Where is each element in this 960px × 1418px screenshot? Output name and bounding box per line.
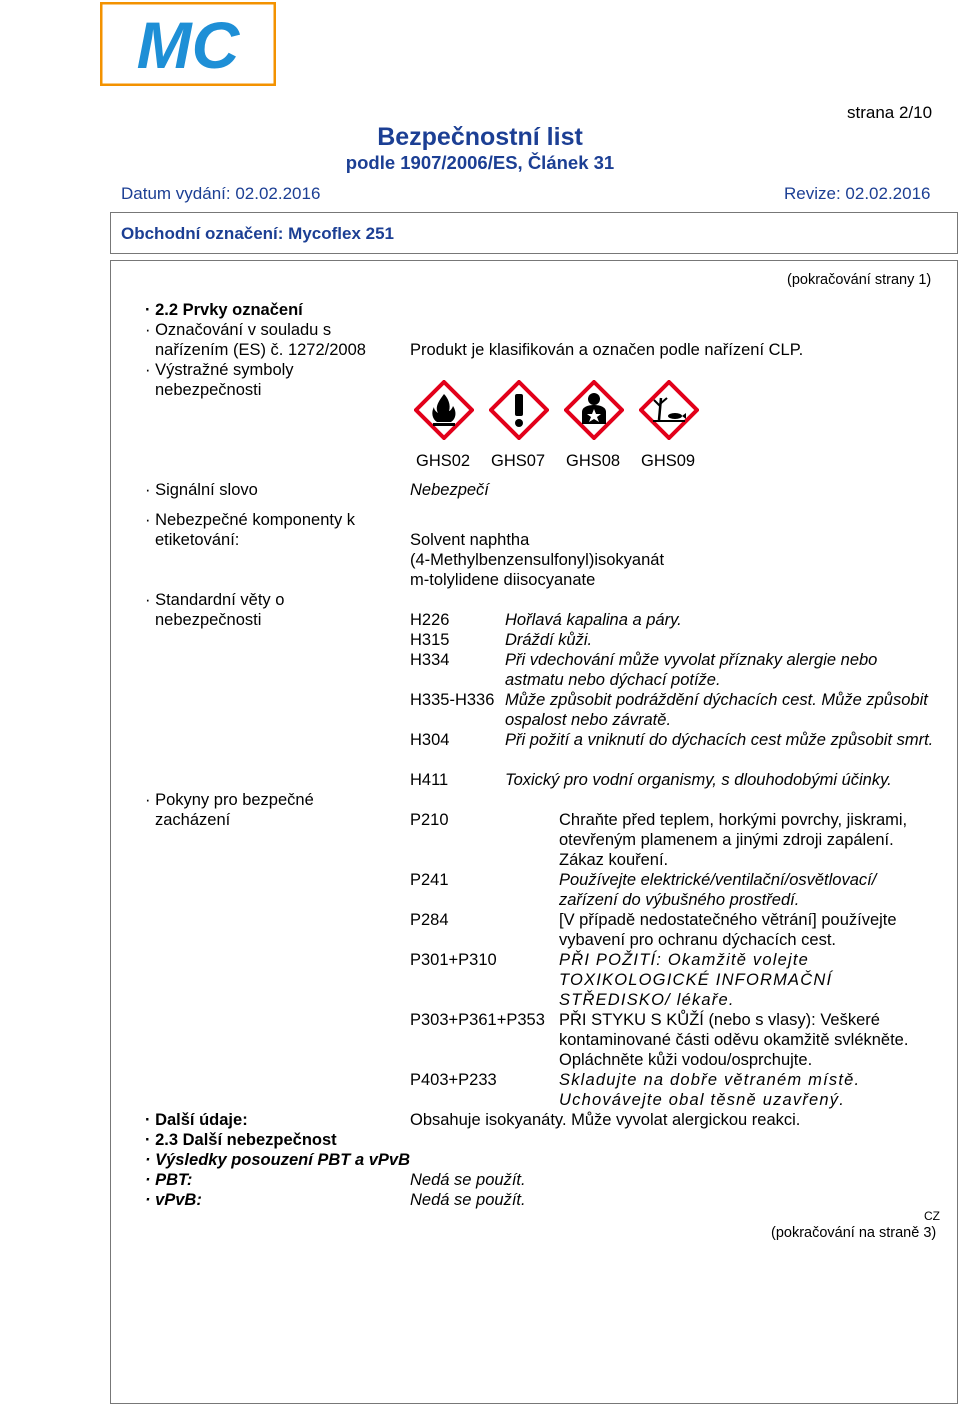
document-subtitle: podle 1907/2006/ES, Článek 31 [345, 152, 615, 173]
h-text: Při vdechování může vyvolat příznaky alergie nebo astmatu nebo dýchací potíže. [505, 651, 878, 689]
pictogram-code: GHS07 [491, 452, 546, 470]
h-text: Dráždí kůži. [505, 631, 593, 649]
p-code: P303+P361+P353 [410, 1011, 545, 1029]
issue-date: Datum vydání: 02.02.2016 [121, 184, 321, 203]
vpvb-value: Nedá se použít. [410, 1191, 526, 1209]
signal-word-value: Nebezpečí [410, 481, 489, 499]
pictogram-code: GHS08 [566, 452, 621, 470]
p-text: [V případě nedostatečného větrání] používejte vybavení pro ochranu dýchacích cest. [559, 911, 897, 949]
p-statements-label: · Pokyny pro bezpečné [145, 791, 314, 809]
p-text: Chraňte před teplem, horkými povrchy, jiskrami, otevřeným plamenem a jinými zdroji zapálení. Zákaz kouření. [559, 811, 908, 869]
signal-word-label: · Signální slovo [145, 481, 258, 499]
svg-text:MC: MC [136, 8, 240, 82]
health-hazard-icon [564, 380, 624, 440]
p-text: Používejte elektrické/ventilační/osvětlovací/ zařízení do výbušného prostředí. [559, 871, 877, 909]
p-code: P301+P310 [410, 951, 497, 969]
p-text: Skladujte na dobře větraném místě. Uchovávejte obal těsně uzavřený. [559, 1071, 861, 1109]
other-info-label: · Další údaje: [145, 1111, 248, 1129]
continued-from: (pokračování strany 1) [787, 272, 932, 288]
continued-to: (pokračování na straně 3) [771, 1225, 937, 1241]
h-code: H411 [410, 771, 449, 789]
clp-value: Produkt je klasifikován a označen podle nařízení CLP. [410, 341, 804, 359]
flame-icon [414, 380, 474, 440]
pictogram-code: GHS09 [641, 452, 696, 470]
company-logo [100, 2, 276, 86]
h-statements-label: · Standardní věty o [145, 591, 285, 609]
section-2-3-heading: · 2.3 Další nebezpečnost [145, 1131, 337, 1149]
language-code: CZ [924, 1209, 940, 1223]
clp-label: · Označování v souladu s [145, 321, 332, 339]
h-code: H334 [410, 651, 450, 669]
pbt-heading: · Výsledky posouzení PBT a vPvB [145, 1151, 410, 1169]
document-title: Bezpečnostní list [377, 123, 583, 151]
components-label: · Nebezpečné komponenty k [145, 511, 356, 529]
p-code: P284 [410, 911, 449, 929]
revision-date: Revize: 02.02.2016 [784, 184, 931, 203]
component-item: (4-Methylbenzensulfonyl)isokyanát [410, 551, 665, 569]
exclamation-icon [489, 380, 549, 440]
section-2-2-heading: · 2.2 Prvky označení [145, 301, 303, 319]
pbt-label: · PBT: [145, 1171, 193, 1189]
page-number: strana 2/10 [847, 103, 933, 122]
other-info-value: Obsahuje isokyanáty. Může vyvolat alergickou reakci. [410, 1111, 801, 1129]
p-statements-label-2: zacházení [155, 811, 231, 829]
h-text: Hořlavá kapalina a páry. [505, 611, 682, 629]
p-code: P241 [410, 871, 449, 889]
components-label-2: etiketování: [155, 531, 240, 549]
component-item: m-tolylidene diisocyanate [410, 571, 596, 589]
h-text: Toxický pro vodní organismy, s dlouhodobými účinky. [505, 771, 892, 789]
p-text: PŘI POŽITÍ: Okamžitě volejte TOXIKOLOGICKÉ INFORMAČNÍ STŘEDISKO/ lékaře. [559, 951, 833, 1009]
component-item: Solvent naphtha [410, 531, 530, 549]
h-statements-label-2: nebezpečnosti [155, 611, 262, 629]
pbt-value: Nedá se použít. [410, 1171, 526, 1189]
h-code: H304 [410, 731, 450, 749]
clp-label-2: nařízením (ES) č. 1272/2008 [155, 341, 366, 359]
p-code: P403+P233 [410, 1071, 497, 1089]
h-text: Při požití a vniknutí do dýchacích cest může způsobit smrt. [505, 731, 934, 749]
p-text: PŘI STYKU S KŮŽÍ (nebo s vlasy): Veškeré kontaminované části oděvu okamžitě svlékněte. Opláchněte kůži vodou/osprchujte. [559, 1011, 909, 1069]
h-code: H226 [410, 611, 450, 629]
environment-icon [639, 380, 699, 440]
h-code: H315 [410, 631, 450, 649]
symbols-label-2: nebezpečnosti [155, 381, 262, 399]
h-text: Může způsobit podráždění dýchacích cest. Může způsobit ospalost nebo závratě. [505, 691, 928, 729]
symbols-label: · Výstražné symboly [145, 361, 294, 379]
pictogram-code: GHS02 [416, 452, 471, 470]
vpvb-label: · vPvB: [145, 1191, 202, 1209]
h-code: H335-H336 [410, 691, 495, 709]
p-code: P210 [410, 811, 449, 829]
trade-name: Obchodní označení: Mycoflex 251 [121, 224, 395, 243]
